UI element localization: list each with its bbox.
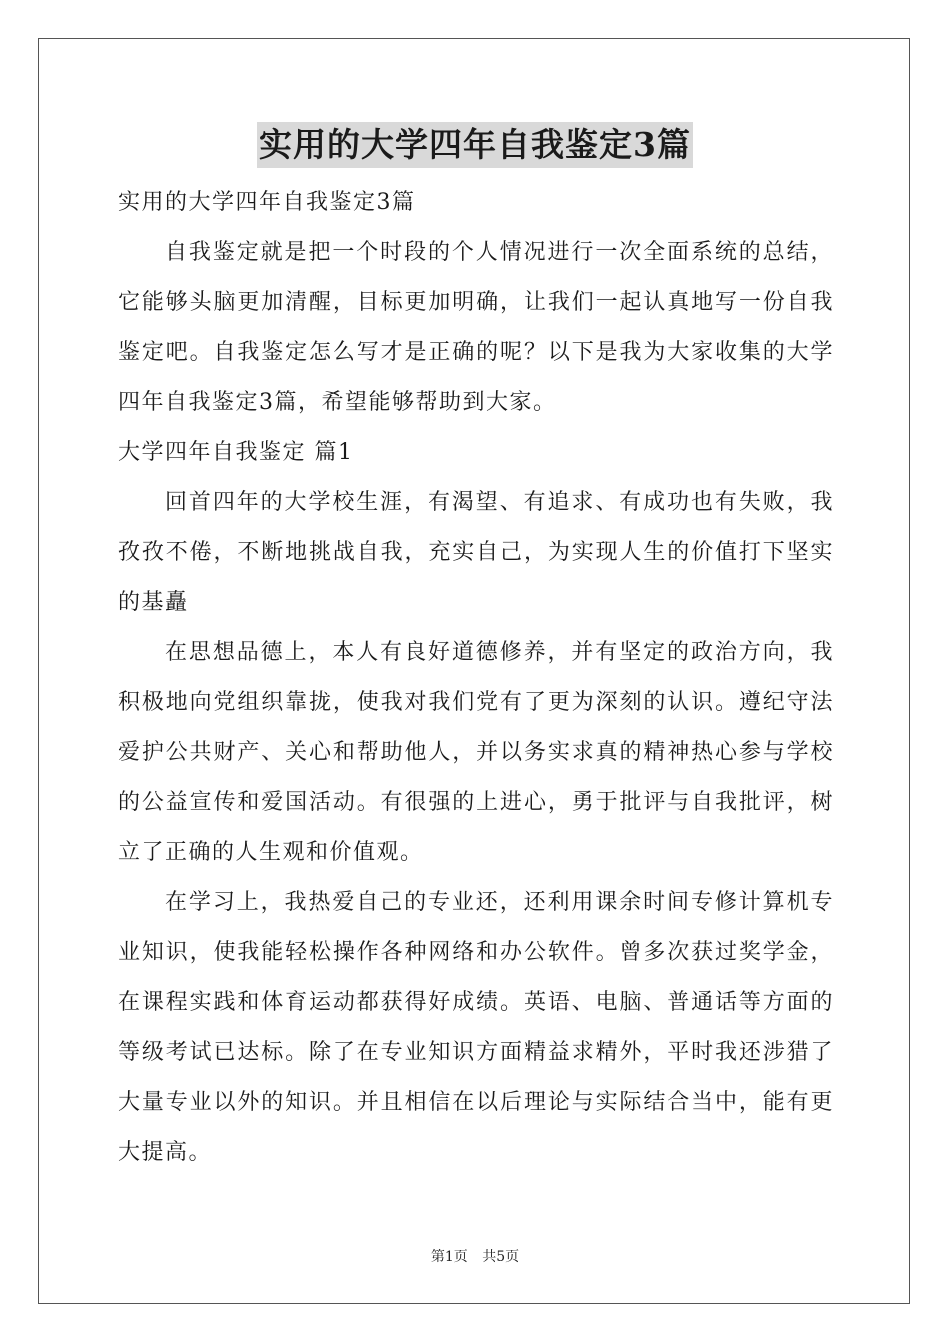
page-footer	[0, 1246, 950, 1266]
page-number-current: 第1页	[430, 1249, 468, 1265]
document-title: 实用的大学四年自我鉴定3篇	[257, 122, 693, 168]
paragraph-study: 在学习上，我热爱自己的专业还，还利用课余时间专修计算机专业知识，使我能轻松操作各种网络和办公软件。曾多次获过奖学金，在课程实践和体育运动都获得好成绩。英语、电脑、普通话等方面的等级考试已达标。除了在专业知识方面精益求精外，平时我还涉猎了大量专业以外的知识。并且相信在以后理论与实际结合当中，能有更大提高。	[118, 890, 834, 1165]
paragraph-morality: 在思想品德上，本人有良好道德修养，并有坚定的政治方向，我积极地向党组织靠拢，使我对我们党有了更为深刻的认识。遵纪守法爱护公共财产、关心和帮助他人，并以务实求真的精神热心参与学校的公益宣传和爱国活动。有很强的上进心，勇于批评与自我批评，树立了正确的人生观和价值观。	[118, 640, 834, 865]
paragraph-intro: 自我鉴定就是把一个时段的个人情况进行一次全面系统的总结，它能够头脑更加清醒，目标更加明确，让我们一起认真地写一份自我鉴定吧。自我鉴定怎么写才是正确的呢？以下是我为大家收集的大学四年自我鉴定3篇，希望能够帮助到大家。	[118, 240, 834, 415]
page-number-total: 共5页	[482, 1249, 520, 1265]
subtitle-line: 实用的大学四年自我鉴定3篇	[118, 190, 416, 215]
document-body	[118, 178, 834, 1178]
paragraph-review: 回首四年的大学校生涯，有渴望、有追求、有成功也有失败，我孜孜不倦，不断地挑战自我，充实自己，为实现人生的价值打下坚实的基矗	[118, 490, 834, 615]
section-heading: 大学四年自我鉴定 篇1	[118, 440, 354, 465]
title-container	[0, 122, 950, 168]
